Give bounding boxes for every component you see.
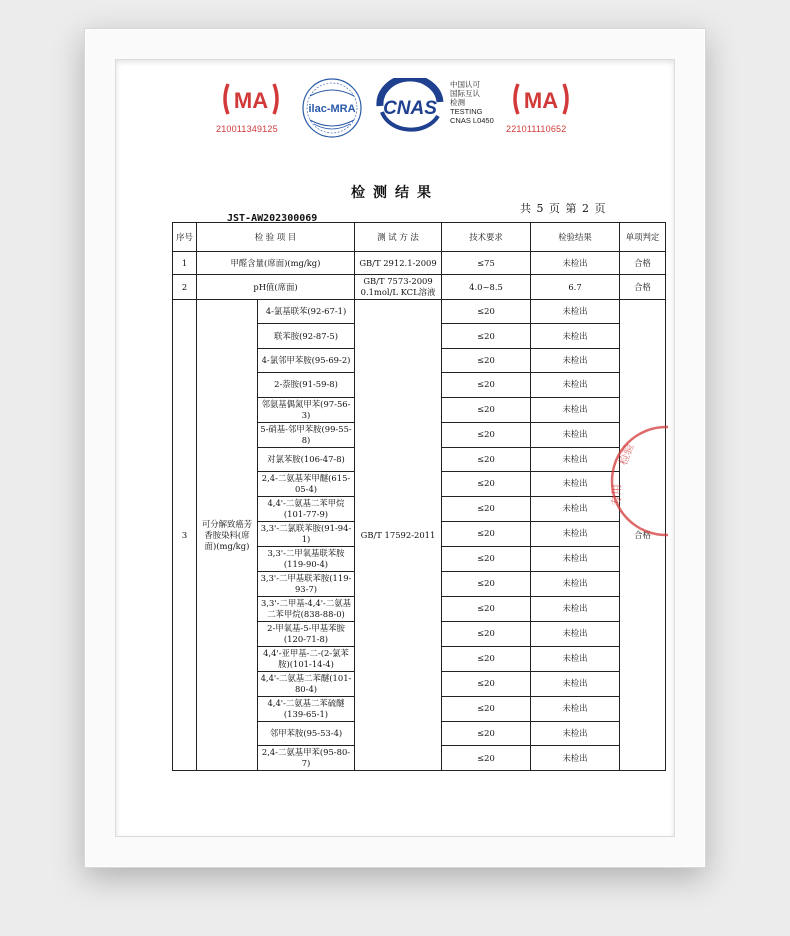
subitem-requirement: ≤20 xyxy=(442,596,531,621)
subitem-requirement: ≤20 xyxy=(442,546,531,571)
row-verdict: 合格 xyxy=(620,275,666,300)
header-verdict: 单项判定 xyxy=(620,223,666,252)
subitem-name: 邻甲苯胺(95-53-4) xyxy=(258,721,355,745)
subitem-result: 未检出 xyxy=(531,397,620,422)
row-requirement: ≤75 xyxy=(442,252,531,275)
subitem-name: 2,4-二氨基苯甲醚(615-05-4) xyxy=(258,471,355,496)
subitem-name: 邻氨基偶氮甲苯(97-56-3) xyxy=(258,397,355,422)
cma-number-left: 210011349125 xyxy=(216,124,278,134)
subitem-result: 未检出 xyxy=(531,571,620,596)
subitem-name: 2,4-二氨基甲苯(95-80-7) xyxy=(258,746,355,771)
page-title: 检测结果 xyxy=(351,185,439,201)
subitem-name: 4,4'-二氨基二苯硫醚(139-65-1) xyxy=(258,696,355,721)
row-requirement: 4.0~8.5 xyxy=(442,275,531,300)
subitem-name: 3,3'-二甲氧基联苯胺(119-90-4) xyxy=(258,546,355,571)
subitem-requirement: ≤20 xyxy=(442,746,531,771)
subitem-name: 4,4'-二氨基二苯醚(101-80-4) xyxy=(258,671,355,696)
table-row xyxy=(173,275,666,300)
row-result: 未检出 xyxy=(531,252,620,275)
row-item: 甲醛含量(席面)(mg/kg) xyxy=(197,252,355,275)
subitem-result: 未检出 xyxy=(531,373,620,397)
row-item: pH值(席面) xyxy=(197,275,355,300)
svg-text:MA: MA xyxy=(523,88,559,113)
subitem-name: 3,3'-二甲基联苯胺(119-93-7) xyxy=(258,571,355,596)
subitem-result: 未检出 xyxy=(531,671,620,696)
subitem-name: 联苯胺(92-87-5) xyxy=(258,324,355,348)
subitem-requirement: ≤20 xyxy=(442,348,531,372)
group-verdict: 合格 xyxy=(620,300,666,771)
table-header-row xyxy=(173,223,666,252)
row-no: 1 xyxy=(173,252,197,275)
row-method: GB/T 2912.1-2009 xyxy=(355,252,442,275)
group-method: GB/T 17592-2011 xyxy=(355,300,442,771)
svg-text:CNAS: CNAS xyxy=(383,98,437,119)
subitem-result: 未检出 xyxy=(531,422,620,447)
subitem-requirement: ≤20 xyxy=(442,422,531,447)
subitem-requirement: ≤20 xyxy=(442,496,531,521)
subitem-result: 未检出 xyxy=(531,496,620,521)
subitem-requirement: ≤20 xyxy=(442,324,531,348)
subitem-requirement: ≤20 xyxy=(442,397,531,422)
row-result: 6.7 xyxy=(531,275,620,300)
header-requirement: 技术要求 xyxy=(442,223,531,252)
subitem-requirement: ≤20 xyxy=(442,373,531,397)
table-row xyxy=(173,252,666,275)
picture-frame xyxy=(84,28,706,868)
report-number: JST-AW202300069 xyxy=(227,213,318,224)
subitem-requirement: ≤20 xyxy=(442,721,531,745)
subitem-requirement: ≤20 xyxy=(442,447,531,471)
cnas-caption-line: TESTING xyxy=(450,107,483,116)
group-item: 可分解致癌芳香胺染料(席面)(mg/kg) xyxy=(197,300,258,771)
row-verdict: 合格 xyxy=(620,252,666,275)
subitem-name: 4,4'-二氨基二苯甲烷(101-77-9) xyxy=(258,496,355,521)
row-no: 2 xyxy=(173,275,197,300)
frame-mat xyxy=(115,59,675,837)
cnas-caption-line: 检测 xyxy=(450,98,465,107)
subitem-name: 4-氯邻甲苯胺(95-69-2) xyxy=(258,348,355,372)
subitem-requirement: ≤20 xyxy=(442,571,531,596)
subitem-name: 2-萘胺(91-59-8) xyxy=(258,373,355,397)
subitem-name: 对氯苯胺(106-47-8) xyxy=(258,447,355,471)
cma-number-right: 221011110652 xyxy=(506,124,567,134)
subitem-result: 未检出 xyxy=(531,746,620,771)
subitem-result: 未检出 xyxy=(531,348,620,372)
subitem-name: 5-硝基-邻甲苯胺(99-55-8) xyxy=(258,422,355,447)
subitem-requirement: ≤20 xyxy=(442,646,531,671)
results-table xyxy=(172,222,666,771)
header-result: 检验结果 xyxy=(531,223,620,252)
svg-text:检验: 检验 xyxy=(616,441,637,468)
subitem-requirement: ≤20 xyxy=(442,696,531,721)
subitem-result: 未检出 xyxy=(531,621,620,646)
subitem-result: 未检出 xyxy=(531,447,620,471)
subitem-result: 未检出 xyxy=(531,471,620,496)
cnas-caption-line: 中国认可 xyxy=(450,80,480,89)
subitem-result: 未检出 xyxy=(531,546,620,571)
subitem-requirement: ≤20 xyxy=(442,521,531,546)
cnas-logo xyxy=(370,78,450,138)
subitem-name: 4-氯基联苯(92-67-1) xyxy=(258,300,355,324)
subitem-requirement: ≤20 xyxy=(442,671,531,696)
subitem-result: 未检出 xyxy=(531,324,620,348)
subitem-result: 未检出 xyxy=(531,300,620,324)
subitem-result: 未检出 xyxy=(531,646,620,671)
cnas-caption-line: CNAS L0450 xyxy=(450,116,494,125)
row-method: GB/T 7573-2009 0.1mol/L KCL溶液 xyxy=(355,275,442,300)
cnas-caption-line: 国际互认 xyxy=(450,89,480,98)
svg-text:MA: MA xyxy=(233,88,269,113)
header-method: 测 试 方 法 xyxy=(355,223,442,252)
group-no: 3 xyxy=(173,300,197,771)
header-no: 序号 xyxy=(173,223,197,252)
subitem-name: 3,3'-二氯联苯胺(91-94-1) xyxy=(258,521,355,546)
subitem-requirement: ≤20 xyxy=(442,300,531,324)
table-row xyxy=(173,300,666,324)
report-page xyxy=(122,66,668,830)
inspection-seal xyxy=(608,416,668,546)
subitem-name: 3,3'-二甲基-4,4'-二氨基二苯甲烷(838-88-0) xyxy=(258,596,355,621)
cnas-caption xyxy=(450,80,494,125)
subitem-result: 未检出 xyxy=(531,696,620,721)
header-item: 检 验 项 目 xyxy=(197,223,355,252)
subitem-result: 未检出 xyxy=(531,596,620,621)
subitem-requirement: ≤20 xyxy=(442,621,531,646)
svg-text:ilac-MRA: ilac-MRA xyxy=(308,103,356,115)
subitem-result: 未检出 xyxy=(531,721,620,745)
page-counter: 共 5 页 第 2 页 xyxy=(520,202,607,215)
svg-text:专用: 专用 xyxy=(610,484,623,506)
subitem-requirement: ≤20 xyxy=(442,471,531,496)
subitem-name: 2-甲氧基-5-甲基苯胺(120-71-8) xyxy=(258,621,355,646)
cma-logo-right xyxy=(510,80,572,118)
subitem-name: 4,4'-亚甲基-二-(2-氯苯胺)(101-14-4) xyxy=(258,646,355,671)
subitem-result: 未检出 xyxy=(531,521,620,546)
cma-logo-left xyxy=(220,80,282,118)
ilac-mra-logo xyxy=(300,76,364,140)
